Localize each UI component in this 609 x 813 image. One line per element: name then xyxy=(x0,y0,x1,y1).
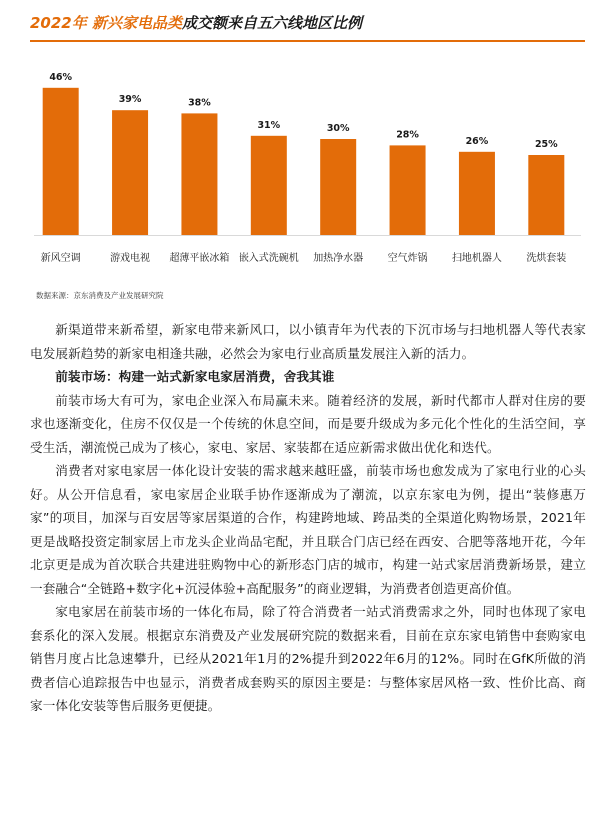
data-label-5: 28% xyxy=(396,129,419,141)
data-label-6: 26% xyxy=(465,135,489,147)
body-paragraph: 前装市场大有可为，家电企业深入布局赢未来。随着经济的发展，新时代都市人群对住房的要求也逐渐变化，住房不仅仅是一个传统的休息空间，而是要升级成为多元化个性化的生活空间，享受生活，潮流悦己成为了核心，家电、家居、家装都在适应新需求做出优化和迭代。 xyxy=(30,392,586,455)
bar-2 xyxy=(181,113,217,235)
category-label-0: 新风空调 xyxy=(40,253,81,264)
bar-0 xyxy=(43,88,79,235)
chart-title xyxy=(30,12,590,33)
chart-title-highlight: 2022年 新兴家电品类 xyxy=(30,14,182,32)
category-label-6: 扫地机器人 xyxy=(451,253,502,264)
title-divider xyxy=(30,40,585,42)
category-label-5: 空气炸锅 xyxy=(387,253,428,264)
bar-6 xyxy=(459,152,495,235)
data-label-3: 31% xyxy=(257,119,281,131)
bar-5 xyxy=(390,145,426,235)
article-body xyxy=(30,318,586,718)
category-label-1: 游戏电视 xyxy=(110,253,151,264)
category-label-2: 超薄平嵌冰箱 xyxy=(169,253,230,264)
body-paragraph: 新渠道带来新希望，新家电带来新风口，以小镇青年为代表的下沉市场与扫地机器人等代表家电发展新趋势的新家电相逢共融，必然会为家电行业高质量发展注入新的活力。 xyxy=(30,322,586,361)
body-paragraph: 消费者对家电家居一体化设计安装的需求越来越旺盛，前装市场也愈发成为了家电行业的心头好。从公开信息看，家电家居企业联手协作逐渐成为了潮流，以京东家电为例，提出“装修惠万家”的项目，加深与百安居等家居渠道的合作，构建跨地域、跨品类的全渠道化购物场景，2021年更是战略投资定制家居上市龙头企业尚品宅配，并且联合门店已经在西安、合肥等落地开花，今年北京更是成为首次联合共建进驻购物中心的新形态门店的城市，构建一站式家居消费新场景，建立一套融合“全链路+数字化+沉浸体验+高配服务”的商业逻辑，为消费者创造更高价值。 xyxy=(30,463,586,596)
data-label-2: 38% xyxy=(188,97,211,109)
data-source-note: 数据来源：京东消费及产业发展研究院 xyxy=(36,291,164,300)
bar-1 xyxy=(112,110,148,235)
body-paragraph: 家电家居在前装市场的一体化布局，除了符合消费者一站式消费需求之外，同时也体现了家电套系化的深入发展。根据京东消费及产业发展研究院的数据来看，目前在京东家电销售中套购家电销售月度占比急速攀升，已经从2021年1月的2%提升到2022年6月的12%。同时在GfK所做的消费者信心追踪报告中也显示，消费者成套购买的原因主要是：与整体家居风格一致、性价比高、商家一体化安装等售后服务更便捷。 xyxy=(30,604,586,713)
chart-title-rest: 成交额来自五六线地区比例 xyxy=(181,14,362,32)
category-label-7: 洗烘套装 xyxy=(526,253,567,264)
data-label-0: 46% xyxy=(49,71,73,83)
bar-chart xyxy=(30,55,585,275)
data-label-1: 39% xyxy=(118,94,142,106)
bar-4 xyxy=(320,139,356,235)
section-heading: 前装市场：构建一站式新家电家居消费，舍我其谁 xyxy=(55,369,335,384)
bar-7 xyxy=(528,155,564,235)
category-label-3: 嵌入式洗碗机 xyxy=(238,253,299,264)
data-label-4: 30% xyxy=(326,123,350,134)
category-label-4: 加热净水器 xyxy=(313,253,364,264)
bar-3 xyxy=(251,136,287,235)
data-label-7: 25% xyxy=(534,139,558,150)
